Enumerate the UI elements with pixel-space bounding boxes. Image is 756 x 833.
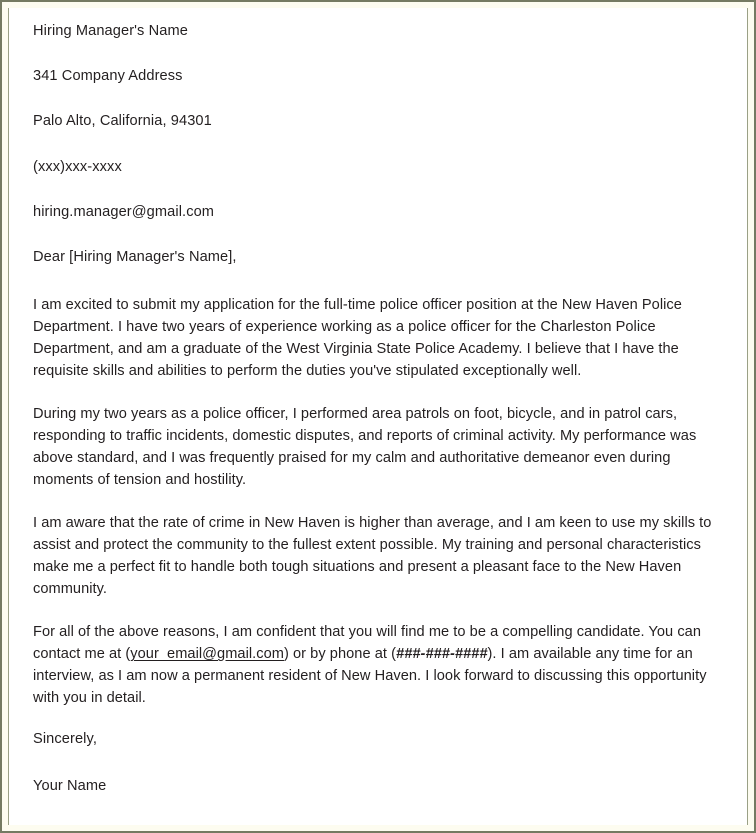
- email-placeholder[interactable]: your_email@gmail.com: [130, 646, 284, 663]
- recipient-email: hiring.manager@gmail.com: [33, 203, 215, 220]
- closing-paragraph-text-part-2: ) or by phone at (: [283, 646, 397, 663]
- body-paragraph-1: I am excited to submit my application for the full-time police officer position at the New Haven Police Department. I have two years of experience working as a police officer for the Charleston Police Department, and am a graduate of the West Virginia State Police Academy. I believe that I have the requisite skills and abilities to perform the duties you've stipulated exceptionally well.: [33, 297, 682, 380]
- phone-placeholder: ###-###-####: [396, 646, 488, 663]
- recipient-phone: (xxx)xxx-xxxx: [33, 158, 122, 175]
- body-paragraph-3: I am aware that the rate of crime in New Haven is higher than average, and I am keen to use my skills to assist and protect the community to the fullest extent possible. My training and personal characteristics make me a perfect fit to handle both tough situations and present a pleasant face to the New Haven community.: [33, 515, 712, 598]
- salutation: Dear [Hiring Manager's Name],: [33, 249, 237, 266]
- page-sheet: [8, 8, 748, 825]
- closing-paragraph-text-part-1: For all of the above reasons, I am confident that you will find me to be a compelling candidate. You can contact me at (: [33, 624, 701, 663]
- recipient-city-state-zip: Palo Alto, California, 94301: [33, 113, 212, 130]
- closing-salutation: Sincerely,: [33, 731, 97, 748]
- recipient-name: Hiring Manager's Name: [33, 23, 188, 39]
- cover-letter-body: [33, 22, 733, 795]
- closing-paragraph-text-part-3: ). I am available any time for an interview, as I am now a permanent resident of New Haven. I look forward to discussing this opportunity with you in detail.: [33, 646, 707, 707]
- signature-name: Your Name: [33, 777, 107, 794]
- recipient-street: 341 Company Address: [33, 68, 183, 85]
- body-paragraph-4: [33, 621, 730, 709]
- body-paragraph-2: During my two years as a police officer, I performed area patrols on foot, bicycle, and in patrol cars, responding to traffic incidents, domestic disputes, and reports of criminal activity. My performance was above standard, and I was frequently praised for my calm and authoritative demeanor even during moments of tension and hostility.: [33, 406, 697, 489]
